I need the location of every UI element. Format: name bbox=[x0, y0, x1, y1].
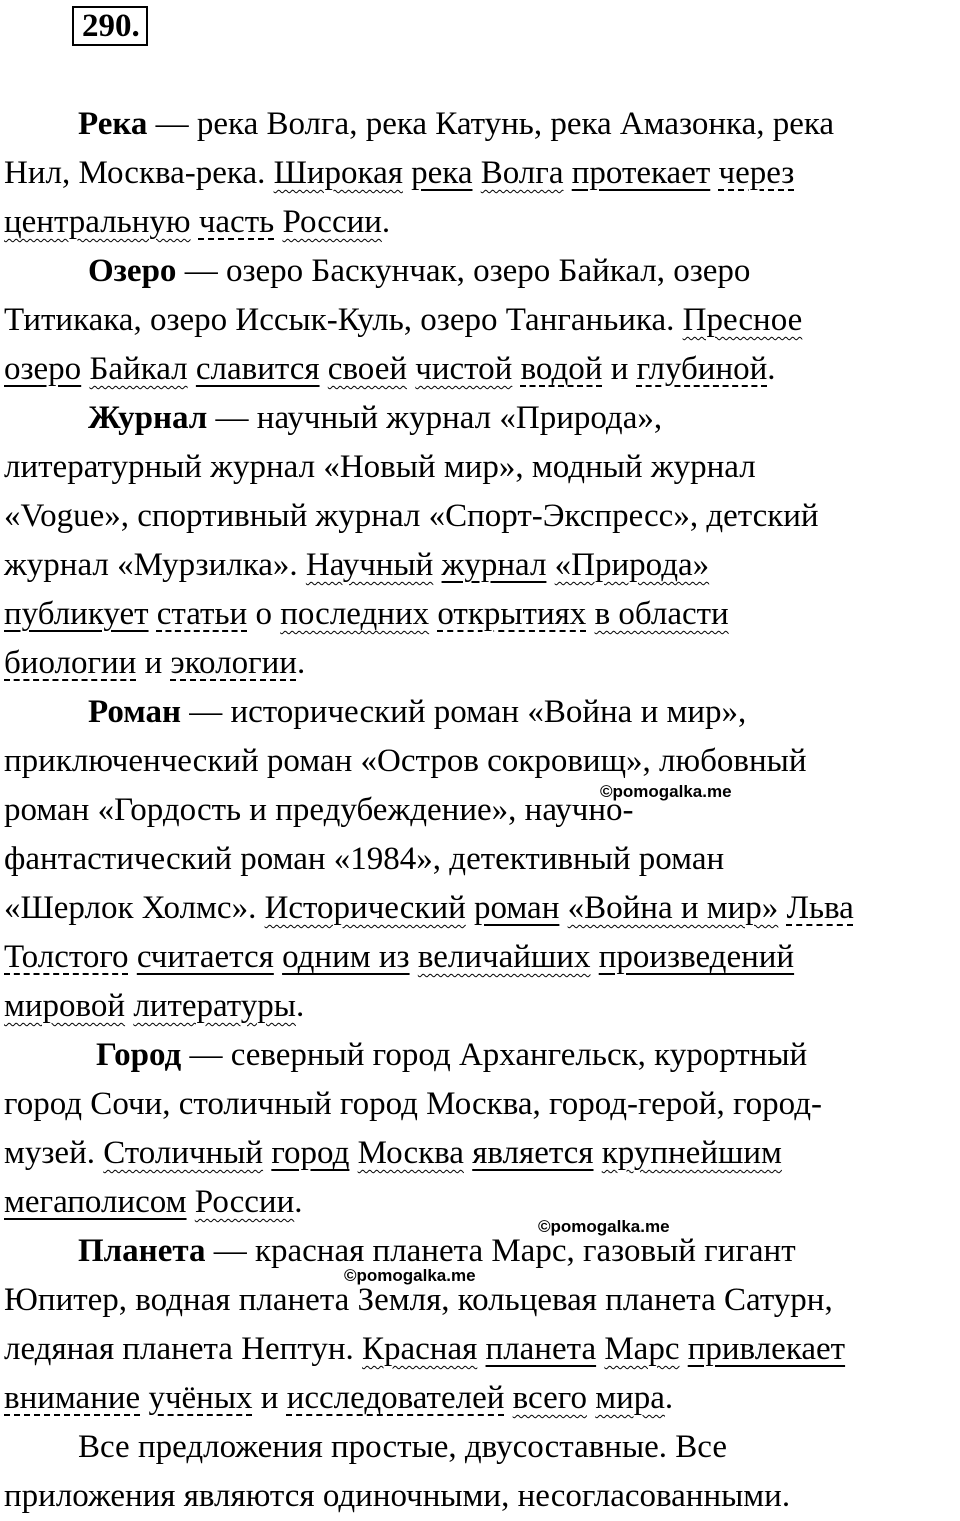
attribute-word: в области bbox=[594, 596, 729, 632]
object-word: исследователей bbox=[286, 1380, 505, 1416]
text: «Шерлок Холмс». bbox=[4, 890, 265, 926]
circumstance-word: часть bbox=[198, 204, 275, 240]
watermark-2: ©pomogalka.me bbox=[538, 1217, 670, 1236]
object-word: учёных bbox=[148, 1380, 253, 1416]
text: музей. bbox=[4, 1135, 104, 1171]
attribute-word: центральную bbox=[4, 204, 191, 240]
object-word: экологии bbox=[170, 645, 297, 681]
text: Нил, Москва-река. bbox=[4, 155, 274, 191]
paragraph-roman-line-4: фантастический роман «1984», детективный роман bbox=[4, 841, 725, 877]
paragraph-roman-line-3: роман «Гордость и предубеждение», научно- bbox=[4, 792, 634, 828]
apposition-word: «Война и мир» bbox=[567, 890, 779, 926]
paragraph-zhurnal-line-2: литературный журнал «Новый мир», модный журнал bbox=[4, 449, 756, 485]
apposition-word: «Природа» bbox=[554, 547, 710, 583]
conclusion-line-2: приложения являются одиночными, несогласованными. bbox=[4, 1478, 791, 1514]
circumstance-word: через bbox=[718, 155, 795, 191]
text: — озеро Баскунчак, озеро Байкал, озеро bbox=[176, 253, 751, 289]
predicate-word: произведений bbox=[598, 939, 795, 975]
paragraph-roman-line-1 bbox=[4, 688, 959, 737]
attribute-word: величайших bbox=[417, 939, 591, 975]
paragraph-gorod-line-3 bbox=[4, 1129, 959, 1178]
paragraph-ozero-line-3: озеро Байкал славится своей чистой водой и глубиной. bbox=[4, 351, 776, 387]
text: — северный город Архангельск, курортный bbox=[181, 1037, 808, 1073]
paragraph-zhurnal-line-5 bbox=[4, 590, 959, 639]
paragraph-reka-line-3: центральную часть России. bbox=[4, 204, 391, 240]
apposition-word: Москва bbox=[357, 1135, 464, 1171]
term-reka: Река bbox=[78, 106, 148, 142]
paragraph-gorod-line-4: мегаполисом России. bbox=[4, 1184, 303, 1220]
paragraph-planeta-line-3 bbox=[4, 1325, 959, 1374]
attribute-word: Красная bbox=[361, 1331, 478, 1367]
attribute-word: крупнейшим bbox=[601, 1135, 782, 1171]
apposition-word: Байкал bbox=[89, 351, 188, 387]
object-word: Льва bbox=[786, 890, 854, 926]
paragraph-planeta-line-1 bbox=[4, 1227, 959, 1276]
predicate-word: привлекает bbox=[687, 1331, 846, 1367]
paragraph-roman-line-5 bbox=[4, 884, 959, 933]
text: и bbox=[260, 1380, 279, 1416]
object-word: биологии bbox=[4, 645, 137, 681]
predicate-word: считается bbox=[136, 939, 274, 975]
attribute-word: последних bbox=[280, 596, 430, 632]
watermark-3: ©pomogalka.me bbox=[344, 1266, 476, 1285]
paragraph-gorod-line-2: город Сочи, столичный город Москва, город-герой, город- bbox=[4, 1086, 822, 1122]
subject-word: город bbox=[271, 1135, 350, 1171]
attribute-word: России bbox=[282, 204, 382, 240]
paragraph-planeta-line-2: Юпитер, водная планета Земля, кольцевая планета Сатурн, bbox=[4, 1282, 833, 1318]
object-word: статьи bbox=[156, 596, 248, 632]
attribute-word: Научный bbox=[305, 547, 434, 583]
attribute-word: литературы bbox=[133, 988, 296, 1024]
text: ледяная планета Нептун. bbox=[4, 1331, 362, 1367]
attribute-word: Широкая bbox=[273, 155, 403, 191]
exercise-text bbox=[4, 100, 959, 1521]
object-word: водой bbox=[520, 351, 603, 387]
paragraph-reka-line-2 bbox=[4, 149, 959, 198]
paragraph-ozero-line-1 bbox=[4, 247, 959, 296]
attribute-word: всего bbox=[512, 1380, 587, 1416]
attribute-word: мира bbox=[595, 1380, 665, 1416]
text: Титикака, озеро Иссык-Куль, озеро Танганьика. bbox=[4, 302, 683, 338]
term-zhurnal: Журнал bbox=[88, 400, 208, 436]
object-word: открытиях bbox=[437, 596, 587, 632]
object-word: Толстого bbox=[4, 939, 129, 975]
apposition-word: Марс bbox=[604, 1331, 680, 1367]
subject-word: журнал bbox=[441, 547, 547, 583]
attribute-word: своей bbox=[327, 351, 408, 387]
predicate-word: протекает bbox=[571, 155, 711, 191]
paragraph-gorod-line-1 bbox=[4, 1031, 959, 1080]
object-word: внимание bbox=[4, 1380, 141, 1416]
paragraph-planeta-line-4: внимание учёных и исследователей всего мира. bbox=[4, 1380, 674, 1416]
attribute-word: Исторический bbox=[264, 890, 466, 926]
text: — река Волга, река Катунь, река Амазонка, река bbox=[147, 106, 835, 142]
paragraph-reka-line-1 bbox=[4, 100, 959, 149]
text: — научный журнал «Природа», bbox=[207, 400, 663, 436]
text: и bbox=[144, 645, 163, 681]
watermark-1: ©pomogalka.me bbox=[600, 782, 732, 801]
predicate-word: является bbox=[472, 1135, 594, 1171]
subject-word: река bbox=[411, 155, 473, 191]
apposition-word: Волга bbox=[480, 155, 564, 191]
term-planeta: Планета bbox=[78, 1233, 206, 1269]
paragraph-roman-line-2: приключенческий роман «Остров сокровищ», любовный bbox=[4, 743, 807, 779]
attribute-word: Столичный bbox=[103, 1135, 264, 1171]
term-roman: Роман bbox=[88, 694, 181, 730]
subject-word: планета bbox=[485, 1331, 597, 1367]
text: и bbox=[610, 351, 629, 387]
predicate-word: одним из bbox=[282, 939, 410, 975]
predicate-word: славится bbox=[195, 351, 320, 387]
paragraph-roman-line-6 bbox=[4, 933, 959, 982]
attribute-word: чистой bbox=[415, 351, 513, 387]
attribute-word: России bbox=[194, 1184, 295, 1220]
text: — красная планета Марс, газовый гигант bbox=[205, 1233, 796, 1269]
text: о bbox=[255, 596, 272, 632]
paragraph-roman-line-7: мировой литературы. bbox=[4, 988, 305, 1024]
text: журнал «Мурзилка». bbox=[4, 547, 306, 583]
text: — исторический роман «Война и мир», bbox=[180, 694, 747, 730]
exercise-number: 290. bbox=[72, 6, 148, 46]
term-ozero: Озеро bbox=[88, 253, 177, 289]
predicate-word: публикует bbox=[4, 596, 149, 632]
predicate-word: мегаполисом bbox=[4, 1184, 187, 1220]
term-gorod: Город bbox=[96, 1037, 182, 1073]
paragraph-zhurnal-line-1 bbox=[4, 394, 959, 443]
paragraph-zhurnal-line-3: «Vogue», спортивный журнал «Спорт-Экспресс», детский bbox=[4, 498, 819, 534]
subject-word: роман bbox=[474, 890, 560, 926]
attribute-word: мировой bbox=[4, 988, 126, 1024]
paragraph-zhurnal-line-6: биологии и экологии. bbox=[4, 645, 306, 681]
conclusion-line-1: Все предложения простые, двусоставные. Все bbox=[78, 1429, 727, 1465]
paragraph-ozero-line-2 bbox=[4, 296, 959, 345]
subject-word: озеро bbox=[4, 351, 82, 387]
object-word: глубиной bbox=[636, 351, 768, 387]
paragraph-zhurnal-line-4 bbox=[4, 541, 959, 590]
attribute-word: Пресное bbox=[682, 302, 803, 338]
